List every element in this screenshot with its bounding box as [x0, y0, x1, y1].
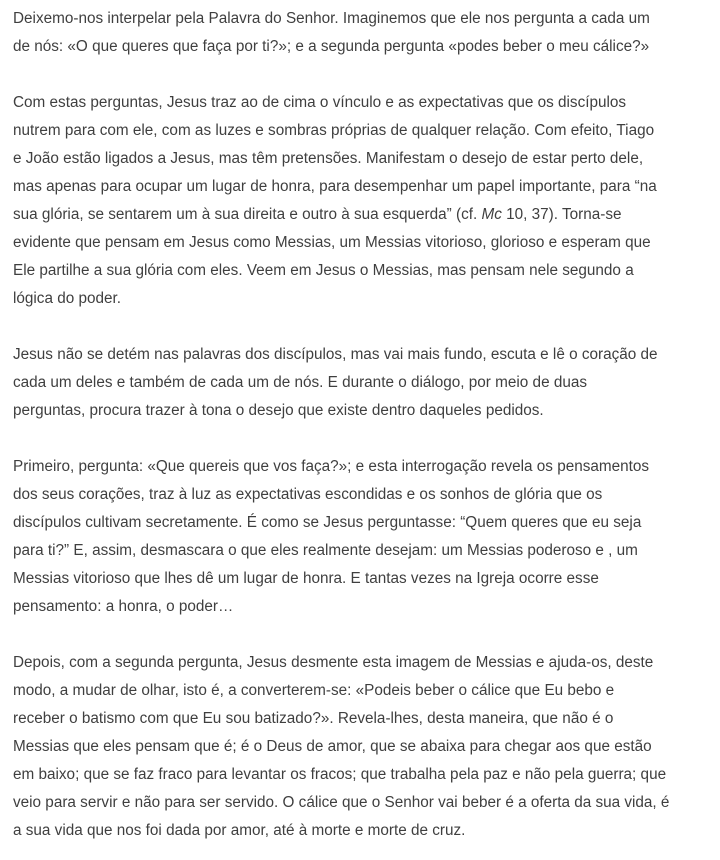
paragraph-1 — [13, 5, 712, 61]
text-line: discípulos cultivam secretamente. É como se Jesus perguntasse: “Quem queres que eu seja — [13, 514, 642, 531]
paragraph-4 — [13, 453, 712, 621]
text-line: Ele partilhe a sua glória com eles. Veem em Jesus o Messias, mas pensam nele segundo a — [13, 262, 634, 279]
text-line: nutrem para com ele, com as luzes e sombras próprias de qualquer relação. Com efeito, Tiago — [13, 122, 655, 139]
text-line: cada um deles e também de cada um de nós. E durante o diálogo, por meio de duas — [13, 374, 587, 391]
text-segment: 10, 37). Torna-se — [501, 206, 622, 223]
text-line: veio para servir e não para ser servido. O cálice que o Senhor vai beber é a oferta da sua vida, é — [13, 794, 670, 811]
text-line: receber o batismo com que Eu sou batizado?». Revela-lhes, desta maneira, que não é o — [13, 710, 614, 727]
text-line — [13, 201, 712, 229]
text-line: em baixo; que se faz fraco para levantar os fracos; que trabalha pela paz e não pela guerra; que — [13, 766, 667, 783]
text-line: perguntas, procura trazer à tona o desejo que existe dentro daqueles pedidos. — [13, 402, 544, 419]
text-line: Primeiro, pergunta: «Que quereis que vos faça?»; e esta interrogação revela os pensamentos — [13, 458, 650, 475]
text-line: de nós: «O que queres que faça por ti?»; e a segunda pergunta «podes beber o meu cálice?» — [13, 38, 650, 55]
text-line: Messias vitorioso que lhes dê um lugar de honra. E tantas vezes na Igreja ocorre esse — [13, 570, 599, 587]
text-line: mas apenas para ocupar um lugar de honra, para desempenhar um papel importante, para “na — [13, 178, 657, 195]
text-line: evidente que pensam em Jesus como Messias, um Messias vitorioso, glorioso e esperam que — [13, 234, 651, 251]
text-line: e João estão ligados a Jesus, mas têm pretensões. Manifestam o desejo de estar perto dele, — [13, 150, 644, 167]
text-line: pensamento: a honra, o poder… — [13, 598, 234, 615]
text-line: lógica do poder. — [13, 290, 122, 307]
text-line: para ti?” E, assim, desmascara o que eles realmente desejam: um Messias poderoso e , um — [13, 542, 638, 559]
paragraph-3 — [13, 341, 712, 425]
text-line: dos seus corações, traz à luz as expectativas escondidas e os sonhos de glória que os — [13, 486, 603, 503]
paragraph-2 — [13, 89, 712, 313]
text-segment: sua glória, se sentarem um à sua direita e outro à sua esquerda” (cf. — [13, 206, 482, 223]
book-reference-mc: Mc — [481, 206, 502, 223]
text-line: Messias que eles pensam que é; é o Deus de amor, que se abaixa para chegar aos que estão — [13, 738, 652, 755]
text-line: modo, a mudar de olhar, isto é, a converterem-se: «Podeis beber o cálice que Eu bebo e — [13, 682, 615, 699]
text-line: Depois, com a segunda pergunta, Jesus desmente esta imagem de Messias e ajuda-os, deste — [13, 654, 654, 671]
text-line: Com estas perguntas, Jesus traz ao de cima o vínculo e as expectativas que os discípulos — [13, 94, 627, 111]
text-line: Jesus não se detém nas palavras dos discípulos, mas vai mais fundo, escuta e lê o coração de — [13, 346, 658, 363]
paragraph-5 — [13, 649, 712, 845]
text-line: Deixemo-nos interpelar pela Palavra do Senhor. Imaginemos que ele nos pergunta a cada um — [13, 10, 650, 27]
text-line: a sua vida que nos foi dada por amor, até à morte e morte de cruz. — [13, 822, 466, 839]
